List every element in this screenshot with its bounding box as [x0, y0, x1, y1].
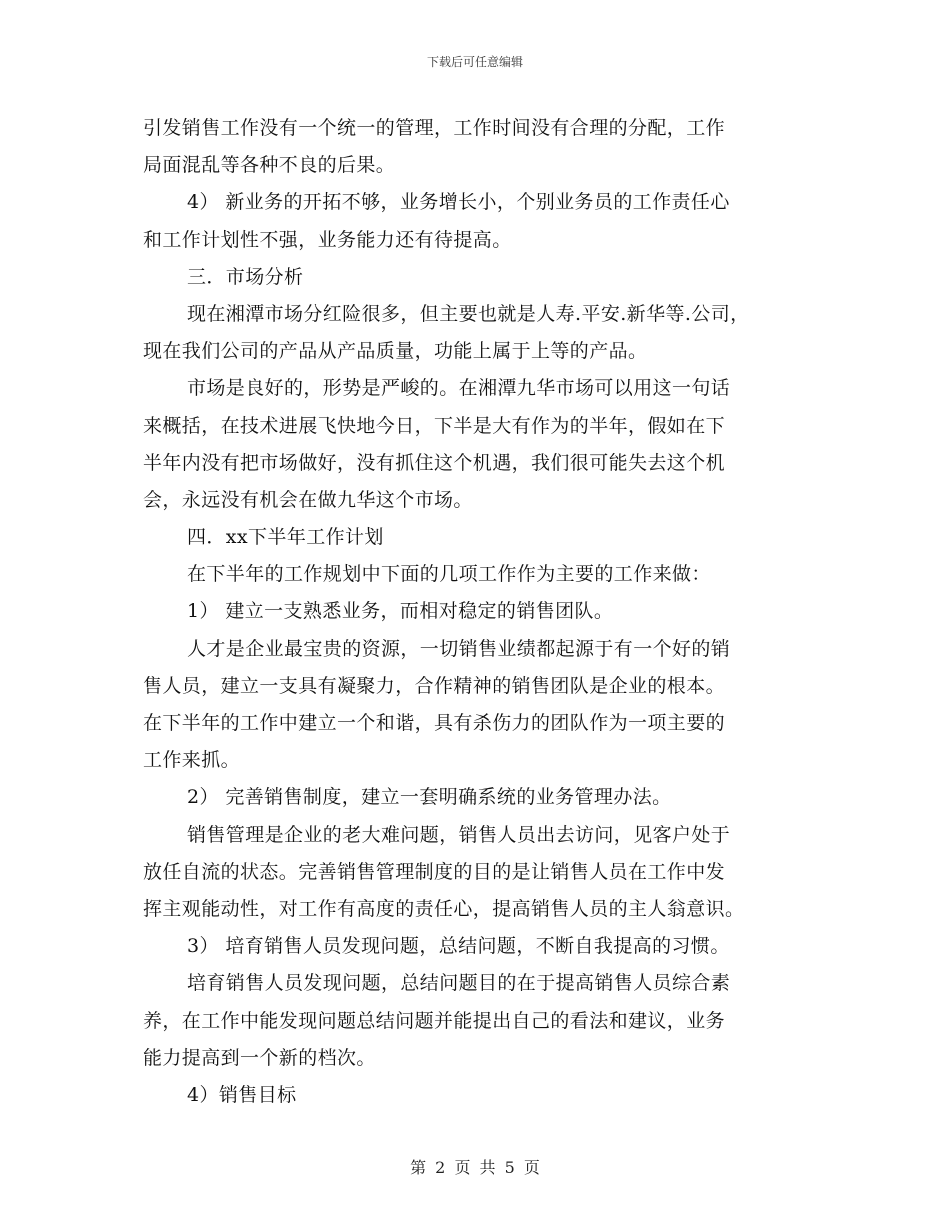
text-line: 在下半年的工作中建立一个和谐，具有杀伤力的团队作为一项主要的: [143, 712, 726, 734]
text-line: 工作来抓。: [143, 749, 241, 772]
text-line: 能力提高到一个新的档次。: [143, 1046, 376, 1069]
text-line: 局面混乱等各种不良的后果。: [143, 154, 396, 177]
text-line: 来概括，在技术进展飞快地今日，下半是大有作为的半年，假如在下: [143, 414, 726, 437]
text-line: 放任自流的状态。完善销售管理制度的目的是让销售人员在工作中发: [143, 860, 726, 883]
text-line: 现在我们公司的产品从产品质量，功能上属于上等的产品。: [143, 340, 648, 363]
page-header: 下载后可任意编辑: [426, 55, 523, 69]
text-line: 四．xx下半年工作计划: [187, 526, 384, 549]
text-line: 养，在工作中能发现问题总结问题并能提出自己的看法和建议，业务: [143, 1009, 726, 1032]
text-line: 半年内没有把市场做好，没有抓住这个机遇，我们很可能失去这个机: [143, 451, 726, 474]
document-body: [143, 110, 823, 1114]
text-line: 4）销售目标: [187, 1083, 297, 1106]
text-line: 1） 建立一支熟悉业务，而相对稳定的销售团队。: [187, 600, 614, 623]
text-line: 三．市场分析: [187, 265, 304, 288]
text-line: 引发销售工作没有一个统一的管理，工作时间没有合理的分配，工作: [143, 117, 726, 139]
text-line: 市场是良好的，形势是严峻的。在湘潭九华市场可以用这一句话: [187, 377, 731, 400]
text-line: 3） 培育销售人员发现问题，总结问题，不断自我提高的习惯。: [187, 935, 730, 958]
text-line: 售人员，建立一支具有凝聚力，合作精神的销售团队是企业的根本。: [143, 674, 726, 697]
text-line: 4） 新业务的开拓不够，业务增长小，个别业务员的工作责任心: [187, 191, 730, 214]
text-line: 现在湘潭市场分红险很多，但主要也就是人寿.平安.新华等.公司，: [187, 302, 750, 325]
page-number: 第 2 页 共 5 页: [410, 1158, 540, 1177]
text-line: 挥主观能动性，对工作有高度的责任心，提高销售人员的主人翁意识。: [143, 897, 745, 920]
text-line: 在下半年的工作规划中下面的几项工作作为主要的工作来做：: [187, 563, 711, 586]
text-line: 销售管理是企业的老大难问题，销售人员出去访问，见客户处于: [187, 823, 731, 846]
text-line: 和工作计划性不强，业务能力还有待提高。: [143, 228, 512, 251]
text-line: 会，永远没有机会在做九华这个市场。: [143, 488, 473, 511]
text-line: 培育销售人员发现问题，总结问题目的在于提高销售人员综合素: [187, 972, 731, 995]
text-line: 人才是企业最宝贵的资源，一切销售业绩都起源于有一个好的销: [187, 637, 731, 660]
text-line: 2） 完善销售制度，建立一套明确系统的业务管理办法。: [187, 786, 672, 809]
